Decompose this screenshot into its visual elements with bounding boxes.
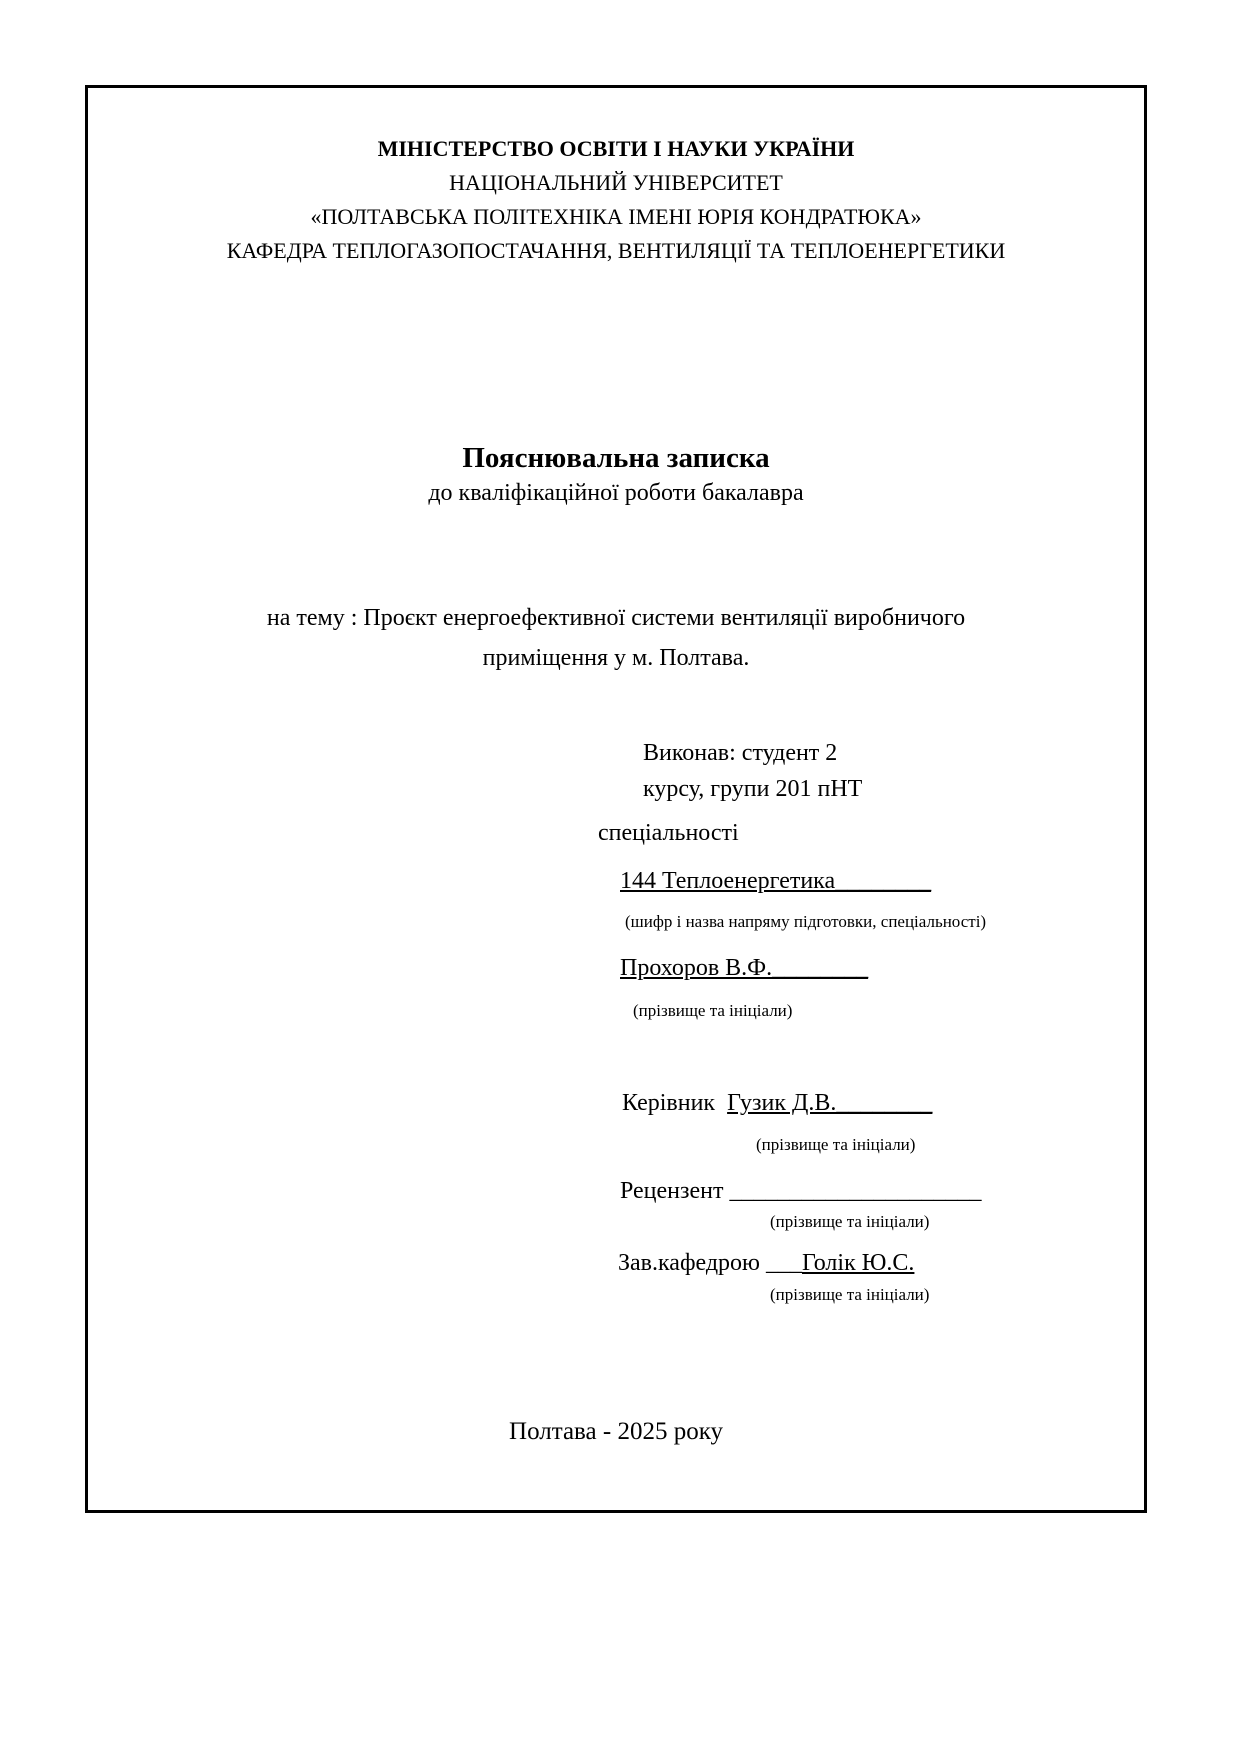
ministry-line: МІНІСТЕРСТВО ОСВІТИ І НАУКИ УКРАЇНИ [377,136,855,161]
head-blank-prefix: ___ [765,1250,802,1276]
signature-row-reviewer [620,1178,982,1205]
page-border [85,85,1147,1513]
document-subtitle: до кваліфікаційної роботи бакалавра [428,480,804,506]
signature-row-supervisor [622,1090,932,1117]
executor-line-2: курсу, групи 201 пНТ [643,776,863,802]
executor-name: Прохоров В.Ф.________ [620,955,869,981]
executor-block [643,735,862,807]
executor-line-1: Виконав: студент 2 [643,740,838,766]
university-line: НАЦІОНАЛЬНИЙ УНІВЕРСИТЕТ [449,170,783,195]
head-name: Голік Ю.С. [801,1250,915,1276]
reviewer-role-label: Рецензент [620,1178,724,1204]
head-hint: (прізвище та ініціали) [770,1285,930,1304]
footer-city-year: Полтава - 2025 року [509,1418,723,1445]
reviewer-blank-line: _____________________ [729,1178,982,1204]
supervisor-hint: (прізвище та ініціали) [756,1135,916,1154]
supervisor-role-label: Керівник [622,1090,716,1116]
university-name-line: «ПОЛТАВСЬКА ПОЛІТЕХНІКА ІМЕНІ ЮРІЯ КОНДРАТЮКА» [310,204,922,229]
header-block [85,132,1147,268]
department-line: КАФЕДРА ТЕПЛОГАЗОПОСТАЧАННЯ, ВЕНТИЛЯЦІЇ ТА ТЕПЛОЕНЕРГЕТИКИ [226,238,1006,263]
signature-row-head-of-department [618,1250,914,1277]
reviewer-hint: (прізвище та ініціали) [770,1212,930,1231]
theme-block [85,598,1147,678]
theme-line-2: приміщення у м. Полтава. [482,645,750,671]
specialty-label: спеціальності [598,820,739,846]
theme-line-1: на тему : Проєкт енергоефективної системи вентиляції виробничого [266,605,966,631]
document-title: Пояснювальна записка [462,442,770,474]
head-role-label: Зав.кафедрою [618,1250,760,1276]
supervisor-name: Гузик Д.В.________ [727,1090,933,1116]
executor-name-hint: (прізвище та ініціали) [633,1001,793,1020]
title-block [85,440,1147,510]
specialty-value: 144 Теплоенергетика________ [620,868,932,894]
specialty-hint: (шифр і назва напряму підготовки, спеціальності) [625,912,987,931]
